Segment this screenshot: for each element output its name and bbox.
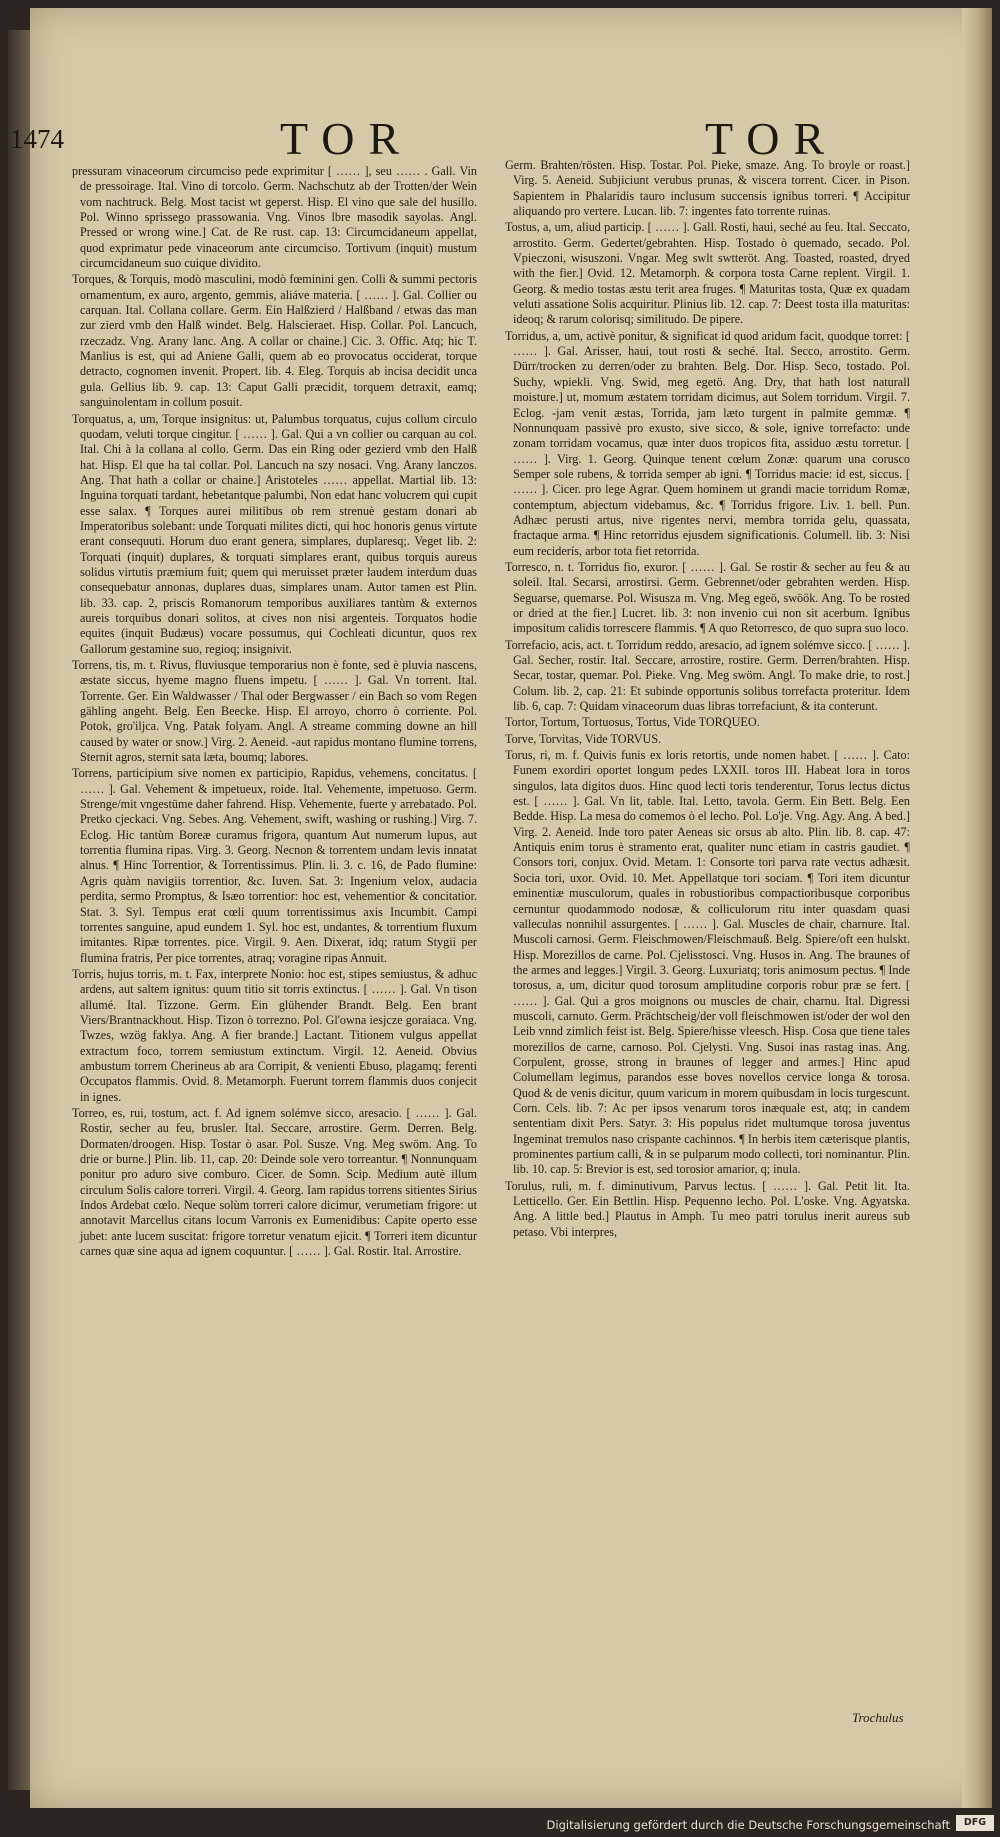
dictionary-entry: Torquatus, a, um, Torque insignitus: ut, Palumbus torquatus, cujus collum circulo quodam, veluti torque cingitur. [ …… ]. Gal. Qui a vn collier ou carquan au col. Ital. Chi à la collana al collo. Germ. Das ein Ring oder gezierd vmb den Halß hat. Hisp. El que ha tal collar. Pol. Lancuch na szy nosaci. Vng. Arany lanczos. Ang. That hath a collar or chaine.] Aristoteles …… appellat. Martial lib. 13: Inguina torquati tardant, hebetantque palumbi, Non edat hanc volucrem qui cupit esse salax. ¶ Torques aurei militibus ob rem strenuè gestam donari ab Imperatoribus solebant: unde Torquati milites dicti, qui hoc honoris genus virtute erant consequuti. Horum duo erant genera, simplares, duplaresq;. Veget lib. 2: Torquati (inquit) duplares, & torquati simplares erant, quibus torquis aureus solidus virtutis præmium fuit; quem qui meruisset præter laudem interdum duas consequebatur annonas, duplares duas, simplares unam. Autor tamen est Plin. lib. 33. cap. 2, priscis Romanorum temporibus auxiliares tantùm & externos aureis torquibus donari solitos, at cives non nisi argenteis. Torquatos hodie equites (inquit Budæus) vocare possumus, qui Cochleati dicuntur, quos rex Gallorum gestamine suo, regioq; insignivit. bbox=[72, 411, 477, 656]
catchword: Trochulus bbox=[852, 1710, 904, 1725]
dictionary-entry: Torris, hujus torris, m. t. Fax, interprete Nonio: hoc est, stipes semiustus, & adhuc ardens, aut saltem ignitus: quum titio sit torris extinctus. [ …… ]. Gal. Vn tison allumé. Ital. Tizzone. Germ. Ein glühender Brandt. Belg. Een brant Viers/Brantnackhout. Hisp. Tizon ò torrezno. Pol. Gl'owna iesjcze goraiaca. Vng. Twzes, wzög faklya. Ang. A fier brande.] Lactant. Titionem vulgus appellat extractum foco, torrem semiustum extinctum. Virgil. 12. Aeneid. Obvius ambustum torrem Cherineus ab ara Corripit, & venienti Ebuso, plagamq; ferenti Occupatos flammis. Ovid. 8. Metamorph. Fuerunt torrem flammis duos conjecit in ignes. bbox=[72, 966, 477, 1104]
running-head-left: TOR bbox=[280, 113, 414, 164]
dictionary-entry: Torreo, es, rui, tostum, act. f. Ad ignem solémve sicco, aresacio. [ …… ]. Gal. Rostir, secher au feu, brusler. Ital. Seccare, arrostire. Germ. Derren. Belg. Dormaten/droogen. Hisp. Tostar ò asar. Pol. Susze. Vng. Meg swöm. Ang. To drie or burne.] Plin. lib. 11, cap. 20: Deinde sole vero torreantur. ¶ Nonnunquam ponitur pro aduro sive comburo. Cicer. de Somn. Scip. Medium autè illum circulum Solis calore torreri. Virgil. 4. Georg. Iam rapidus torrens sitientes Sirius Indos Ardebat cœlo. Neque solùm torreri calore dicimur, verumetiam frigore: ut annotavit Marcellus citans locum Varronis ex Eumenidibus: Capite operto esse jubet: ante lucem suscitat: frigore torretur venatum ejicit. ¶ Torreri item dicuntur carnes quæ sine aqua ad ignem coquuntur. [ …… ]. Gal. Rostir. Ital. Arrostire. bbox=[72, 1105, 477, 1259]
dictionary-entry: Torrens, participium sive nomen ex participio, Rapidus, vehemens, concitatus. [ …… ]. Gal. Vehement & impetueux, roide. Ital. Vehemente, impetuoso. Germ. Strenge/mit vngestüme daher fahrend. Hisp. Vehemente, fuerte y arrebatado. Pol. Pretko cjeckaci. Vng. Sebes. Ang. Vehement, swift, washing or rushing.] Virg. 7. Eclog. Hic tantùm Boreæ curamus frigora, quantum Aut numerum lupus, aut torrentia flumina ripas. Virg. 3. Georg. Necnon & torrentem undam levis innatat alnus. ¶ Hinc Torrentior, & Torrentissimus. Plin. li. 3. c. 16, de Pado flumine: Agris quàm navigiis torrentior, &c. Iuven. Sat. 3: Ingenium velox, audacia perdita, sermo Promptus, & Isæo torrentior: hoc est, vehementior & concitatior. Stat. 3. Syl. Tempus erat cœli quum torrentissimus axis Incumbit. Campi torrentes sanguine, apud eundem 1. Syl. hoc est, undantes, & torrentium fluxum imitantes. Ripæ torrentes. pice. Virgil. 9. Aen. Dixerat, idq; ratum Stygii per flumina fratris, Per pice torrentes, atraq; voragine ripas Annuit. bbox=[72, 766, 477, 965]
dictionary-entry: Tortor, Tortum, Tortuosus, Tortus, Vide TORQUEO. bbox=[505, 715, 760, 730]
page-edge bbox=[8, 30, 30, 1790]
dictionary-entry: Torridus, a, um, activè ponitur, & significat id quod aridum facit, quodque torret: [ …… ]. Gal. Arisser, haui, tout rosti & seché. Ital. Secco, arrostito. Germ. Dürr/trocken zu derren/oder zu brahten. Belg. Dor. Hisp. Seco, tostado. Pol. Suchy, wpiekli. Vng. Swid, meg egetö. Ang. Dry, that hath lost naturall moisture.] ut, momum æstatem torridam dicimus, aut Solem torridum. Virgil. 7. Eclog. -jam venit æstas, Torrida, jam læto turgent in palmite gemmæ. ¶ Nonnunquam passivè pro exusto, sive sicco, & sole, ignive torrefacto: unde zonam torridam vocamus, quæ inter duos tropicos fita, assiduo æstu torretur. [ …… ]. Virg. 1. Georg. Quinque tenent cœlum Zonæ: quarum una corusco Semper sole rubens, & torrida semper ab igni. ¶ Torridus macie: id est, siccus. [ …… ]. Cicer. pro lege Agrar. Quem hominem ut grandi macie torridum Romæ, contemptum, abjectum videbamus, &c. ¶ Torridus frigore. Liv. 1. bell. Pun. Adhæc perusti artus, nive rigentes nervi, membra torrida gelu, quassata, fractaque arma. ¶ Hinc retorridus ejusdem significationis. Columell. lib. 3: Nisi eum reciderís, arbor tota fiet retorrida. bbox=[505, 328, 910, 558]
dictionary-entry: Torulus, ruli, m. f. diminutivum, Parvus lectus. [ …… ]. Gal. Petit lit. Ita. Letticello. Ger. Ein Bettlin. Hisp. Pequenno lecho. Pol. L'oske. Vng. Agyatska. Ang. A little bed.] Plautus in Amph. Tu meo patri torulus inerit aureus sub petaso. Vbi interpres, bbox=[505, 1178, 910, 1239]
dictionary-entry: Torques, & Torquis, modò masculini, modò fœminini gen. Colli & summi pectoris ornamentum, ex auro, argento, gemmis, aliáve materia. [ …… ]. Gal. Collier ou carquan. Ital. Collana collare. Germ. Ein Halßzierd / Halßband / etwas das man zur zierd vmb den Halß windet. Belg. Halscieraet. Hisp. Collar. Pol. Lancuch, rzeczadz. Vng. Arany lanc. Ang. A collar or chaine.] Cic. 3. Offic. Atq; hic T. Manlius is est, qui ad Aniene Galli, quem ab eo provocatus occiderat, torque detracto, cognomen invenit. Propert. lib. 4. Eleg. Torquis ab incisa decidit unca gula. Gellius lib. 9. cap. 13: Caput Galli præcidit, torquem detraxit, eamq; sanguinolentam in collum posuit. bbox=[72, 272, 477, 410]
dictionary-entry: Tostus, a, um, aliud particip. [ …… ]. Gall. Rosti, haui, seché au feu. Ital. Seccato, arrostito. Germ. Gedertet/gebrahten. Hisp. Tostado ò quemado, secado. Pol. Vpieczoni, wisuszoni. Vngar. Meg swlt swtteröt. Ang. Toasted, roasted, dryed with the fier.] Ovid. 12. Metamorph. & corpora tosta Carne replent. Virgil. 1. Georg. & medio tostas æstu terit area fruges. ¶ Maturitas tosta, Quæ ex quadam veluti assatione Solis acquiritur. Plinius lib. 12. cap. 7: Deest tosta illa maturitas: ideoq; & rarum colorisq; similitudo. De pipere. bbox=[505, 220, 910, 327]
page-gutter bbox=[962, 8, 992, 1808]
dictionary-entry: Torrefacio, acis, act. t. Torridum reddo, aresacio, ad ignem solémve sicco. [ …… ]. Gal. Secher, rostir. Ital. Seccare, arrostire, rostire. Germ. Derren/brahten. Hisp. Secar, tostar, quemar. Pol. Pieke. Vng. Meg swöm. Angl. To make drie, to rost.] Colum. lib. 2, cap. 21: Et subinde opportunis solibus torrefacta proteritur. Idem lib. 6, cap. 7: Quidam vinaceorum duas libras torrefaciunt, & ita conterunt. bbox=[505, 637, 910, 714]
right-column bbox=[505, 158, 910, 1703]
left-column bbox=[72, 164, 477, 1709]
dictionary-entry: pressuram vinaceorum circumciso pede exprimitur [ …… ], seu …… . Gall. Vin de pressoirage. Ital. Vino di torcolo. Germ. Nachschutz ab der Trotten/der Wein vom nachtruck. Belg. Most tacist wt geperst. Hisp. El vino que sale del husillo. Pol. Winno sprissego prassowania. Vng. Vinos lbre masodik sayolas. Angl. Pressed or wrong wine.] Cat. de Re rust. cap. 13: Circumcidaneum appellat, quod exprimatur pede vinaceorum ante circumciso. Tortivum (inquit) mustum circumcidaneum suo cuique dividito. bbox=[72, 164, 477, 271]
dfg-logo: DFG bbox=[956, 1815, 994, 1831]
dictionary-entry: Germ. Brahten/rösten. Hisp. Tostar. Pol. Pieke, smaze. Ang. To broyle or roast.] Virg. 5. Aeneid. Subjiciunt verubus prunas, & viscera torrent. Cicer. in Pison. Sapientem in Phalaridis tauro inclusum succensis ignibus torreri. ¶ Accipitur aliquando pro vertere. Lucan. lib. 7: ingentes fato torrente ruinas. bbox=[505, 158, 910, 219]
funding-notice: Digitalisierung gefördert durch die Deutsche Forschungsgemeinschaft bbox=[546, 1818, 950, 1832]
page-number: 1474 bbox=[10, 124, 64, 154]
running-head-right: TOR bbox=[705, 113, 839, 164]
dictionary-entry: Torus, ri, m. f. Quivis funis ex loris retortis, unde nomen habet. [ …… ]. Cato: Funem exordiri oportet longum pedes LXXII. toros III. Habeat lora in toros singulos, lata digitos duos. Hinc quod lecti toris tenderentur, Torus lectus dictus est. [ …… ]. Gal. Vn lit, table. Ital. Letto, tavola. Germ. Ein Bett. Belg. Een Bedde. Hisp. La mesa do comemos ò el lecho. Pol. Lo'je. Vng. Agy. Ang. A bed.] Virg. 2. Aeneid. Inde toro pater Aeneas sic orsus ab alto. Plin. lib. 8. cap. 47: Antiquis enim torus è stramento erat, qualiter nunc etiam in castris gaudiet. ¶ Consors tori, conjux. Ovid. Metam. 1: Consorte tori parva rate vectus adhæsit. Socia tori, uxor. Ovid. 10. Met. Appellatque tori sociam. ¶ Tori item dicuntur eminentiæ musculorum, quales in robustioribus compactioribusque corporibus cernuntur quodammodo nodosæ, & colliculorum ritu inter quasdam quasi valleculas nonnihil assurgentes. [ …… ]. Gal. Muscles de chair, charnure. Ital. Muscoli carnosi. Germ. Fleischmowen/Fleischmauß. Belg. Spiere/oft een hulskt. Hisp. Morezillos de carne. Pol. Cjelisstosci. Vng. Husos in. Ang. The braunes of the armes and legges.] Virgil. 3. Georg. Luxuriatq; toris animosum pectus. ¶ Inde torosus, a, um, dicitur quod torosum amplitudine corporis robur præ se fert. [ …… ]. Gal. Qui a gros moignons ou muscles de chair, charnu. Ital. Digressi muscoli, carnuto. Germ. Prächtscheig/der voll fleischmowen ist/oder der wol den Leib vnnd zimlich feist ist. Belg. Spiere/hisse vleesch. Hisp. Cosa que tiene tales morezillos de carne, carnoso. Pol. Cjelysti. Vng. Susoi inas rastag inas. Ang. Corpulent, grosse, strong in braunes of legger and armes.] Hinc apud Columellam legimus, parandos esse boves novellos cervice longa & torosa. Quod & de venis dicitur, quum varicum in morem quibusdam in locis turgescunt. Corn. Cels. lib. 7: Ac per ipsos venarum toros inæquale est, atq; in candem sententiam dixit Pers. Satyr. 3: His populus ridet multumque torosa juventus Ingeminat tremulos naso crispante cachinnos. ¶ In herbis item cæterisque plantis, prominentes partium calli, & in se pulparum modo collecti, tori nominantur. Plin. lib. 10. cap. 5: Brevior is est, sed torosior amarior, q; inula. bbox=[505, 748, 910, 1177]
dictionary-entry: Torve, Torvitas, Vide TORVUS. bbox=[505, 731, 662, 746]
dictionary-entry: Torresco, n. t. Torridus fio, exuror. [ …… ]. Gal. Se rostir & secher au feu & au soleil. Ital. Secarsi, arrostirsi. Germ. Gebrennet/oder gebrahten werden. Hisp. Seguarse, quemarse. Pol. Wisusza m. Vng. Meg egeö, swöök. Ang. To be rosted or dried at the fier.] Lucret. lib. 3: non invenio cui non sit acerbum. Ignibus impositum calidis torrescere flammis. ¶ A quo Retorresco, de quo supra suo loco. bbox=[505, 559, 910, 636]
dictionary-entry: Torrens, tis, m. t. Rivus, fluviusque temporarius non è fonte, sed è pluvia nascens, æstate siccus, hyeme magno fluens impetu. [ …… ]. Gal. Vn torrent. Ital. Torrente. Ger. Ein Waldwasser / Thal oder Bergwasser / ein Bach so vom Regen gähling angeht. Belg. Een Beecke. Hisp. El arroyo, chorro ò corriente. Pol. Potok, gro'iljca. Vng. Patak folyam. Angl. A streame comming downe an hill caused by water or snow.] Virg. 2. Aeneid. -aut rapidus montano flumine torrens, Sternit agros, sternit sata læta, boumq; labores. bbox=[72, 658, 477, 765]
